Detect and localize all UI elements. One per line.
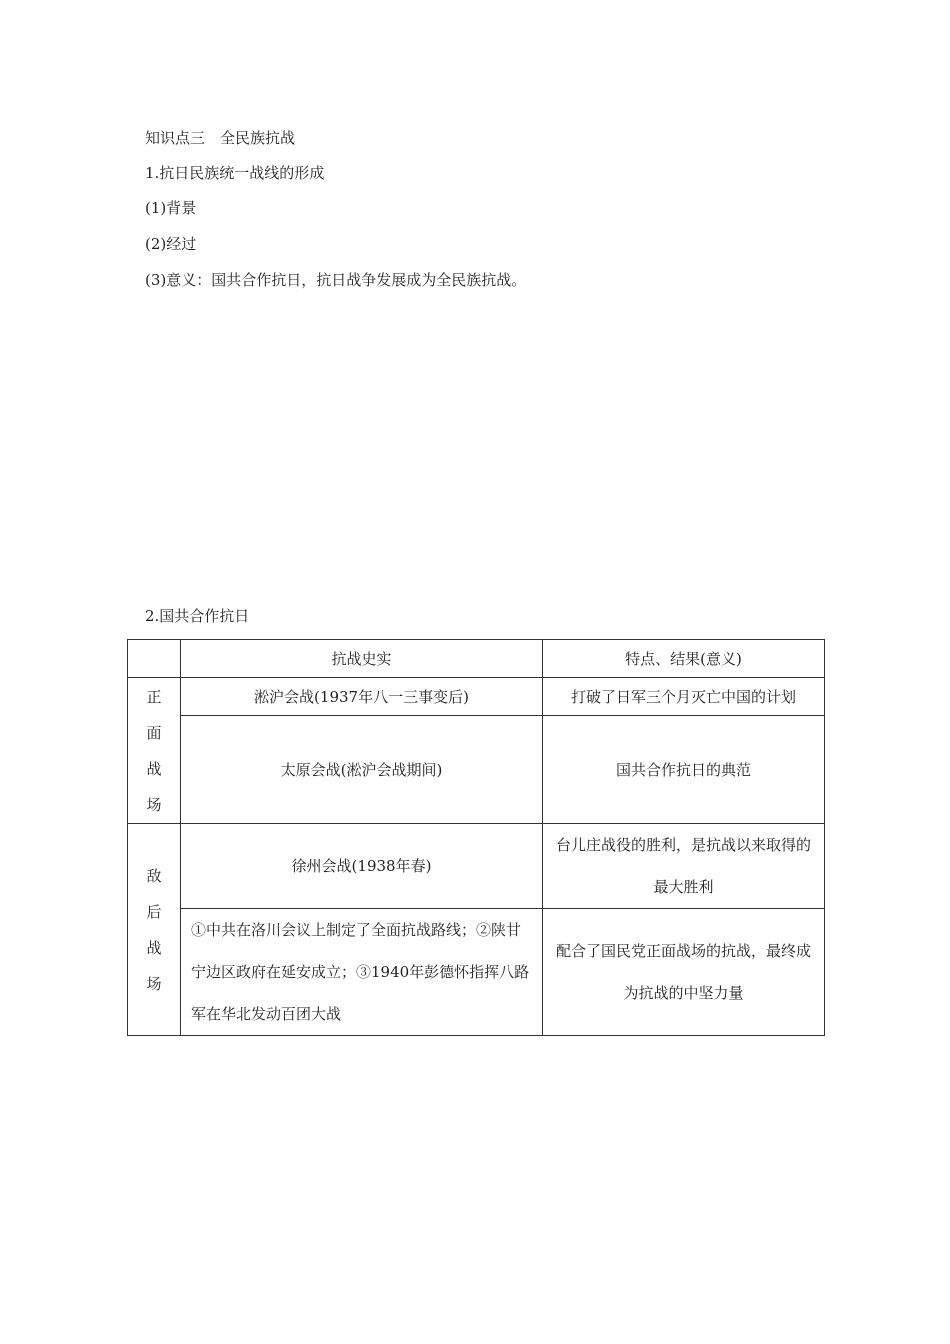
table-row (128, 678, 825, 716)
label-char: 后 (146, 902, 162, 921)
fact-cell: 太原会战(淞沪会战期间) (181, 716, 543, 824)
subsection-title-cooperation: 2.国共合作抗日 (145, 607, 250, 625)
fact-cell: 徐州会战(1938年春) (181, 824, 543, 909)
header-cell-blank (128, 640, 181, 678)
section-heading: 知识点三 全民族抗战 (145, 129, 296, 147)
header-cell-facts: 抗战史实 (181, 640, 543, 678)
label-char: 战 (146, 759, 162, 778)
fact-cell: ①中共在洛川会议上制定了全面抗战路线；②陕甘宁边区政府在延安成立；③1940年彭德怀指挥八路军在华北发动百团大战 (181, 909, 543, 1036)
header-cell-results: 特点、结果(意义) (543, 640, 825, 678)
label-char: 战 (146, 938, 162, 957)
group-label-frontal-battlefield (128, 678, 181, 824)
item-significance: (3)意义：国共合作抗日，抗日战争发展成为全民族抗战。 (145, 271, 527, 289)
result-cell: 台儿庄战役的胜利，是抗战以来取得的最大胜利 (543, 824, 825, 909)
subsection-title-united-front: 1.抗日民族统一战线的形成 (145, 164, 325, 182)
item-background: (1)背景 (145, 199, 197, 217)
table-header-row (128, 640, 825, 678)
group-label-rear-battlefield (128, 824, 181, 1036)
table-row (128, 716, 825, 824)
fact-cell: 淞沪会战(1937年八一三事变后) (181, 678, 543, 716)
result-cell: 打破了日军三个月灭亡中国的计划 (543, 678, 825, 716)
label-char: 场 (146, 795, 162, 814)
label-char: 面 (146, 723, 162, 742)
item-process: (2)经过 (145, 235, 197, 253)
label-char: 正 (146, 687, 162, 706)
resistance-war-table (127, 639, 825, 1036)
label-char: 场 (146, 974, 162, 993)
label-char: 敌 (146, 866, 162, 885)
result-cell: 国共合作抗日的典范 (543, 716, 825, 824)
result-cell: 配合了国民党正面战场的抗战，最终成为抗战的中坚力量 (543, 909, 825, 1036)
table-row (128, 909, 825, 1036)
table-row (128, 824, 825, 909)
